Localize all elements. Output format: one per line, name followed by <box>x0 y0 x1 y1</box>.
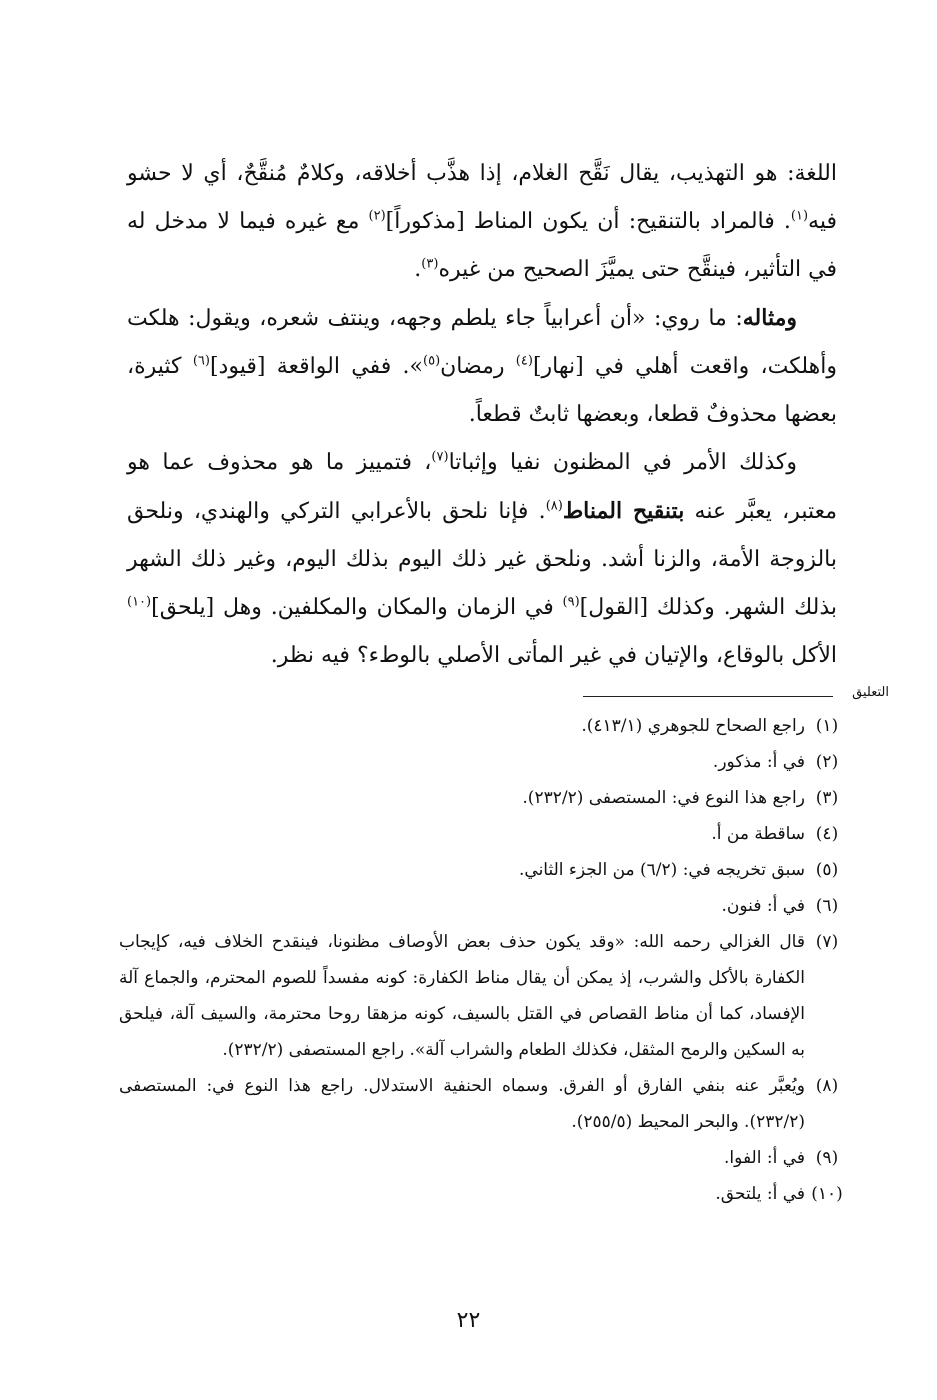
footnote-number: (٣) <box>815 788 839 808</box>
text-run: الأكل بالوقاع، والإتيان في غير المأتى الأصلي بالوطء؟ فيه نظر. <box>270 643 837 668</box>
footnote-text: راجع الصحاح للجوهري (٤١٣/١). <box>581 716 805 736</box>
main-text <box>127 150 837 680</box>
footnote-ref-4: (٤) <box>515 353 533 369</box>
example-lead: ومثاله <box>742 305 797 331</box>
text-run: مع غيره فيما لا مدخل له في التأثير، فينقَّح حتى يميَّزَ الصحيح من غيره <box>127 209 837 282</box>
footnote <box>119 744 849 780</box>
footnote-number: (٤) <box>815 824 839 844</box>
paragraph-2 <box>127 294 837 439</box>
text-run: : ما روي: «أن أعرابياً جاء يلطم وجهه، وينتف شعره، ويقول: هلكت وأهلكت، واقعت أهلي في [نهار] <box>127 306 838 379</box>
notes-heading: التعليق <box>852 685 889 700</box>
text-run: . فالمراد بالتنقيح: أن يكون المناط [مذكوراً] <box>385 209 791 234</box>
footnote-ref-2: (٢) <box>368 208 386 224</box>
footnote-number: (٢) <box>815 752 839 772</box>
paragraph-3 <box>127 439 837 680</box>
footnote-text: ويُعبَّر عنه بنفي الفارق أو الفرق. وسماه الحنفية الاستدلال. راجع هذا النوع في: المستصفى (٢٣٢/٢). والبحر المحيط (٢٥٥/٥). <box>119 1076 805 1132</box>
page-number: ٢٢ <box>456 1308 481 1333</box>
footnote <box>119 816 849 852</box>
term-tanqih-al-manat: بتنقيح المناط <box>562 498 685 524</box>
footnote-text: سبق تخريجه في: (٦/٢) من الجزء الثاني. <box>519 860 805 880</box>
footnote-number: (٦) <box>815 896 839 916</box>
text-run: كثيرة، بعضها محذوفٌ قطعا، وبعضها ثابتٌ قطعاً. <box>127 354 837 427</box>
footnote-text: في أ: فنون. <box>721 896 805 916</box>
footnote <box>119 888 849 924</box>
text-run: اللغة: هو التهذيب، يقال نَقَّح الغلام، إذا هذَّب أخلاقه، وكلامٌ مُنقَّحٌ، أي لا حشو فيه <box>127 161 837 234</box>
text-run: . فإنا نلحق بالأعرابي التركي والهندي، ونلحق بالزوجة الأمة، والزنا أشد. ونلحق غير ذلك اليوم بذلك اليوم، وغير ذلك الشهر بذلك الشهر. وكذلك [القول] <box>127 499 837 620</box>
footnote <box>119 708 849 744</box>
text-run: . <box>414 257 422 282</box>
paragraph-1 <box>127 150 837 294</box>
footnote-number: (١) <box>815 716 839 736</box>
footnotes <box>119 708 849 1212</box>
footnote <box>119 780 849 816</box>
footnote-ref-7: (٧) <box>431 449 449 465</box>
footnote-ref-10: (١٠) <box>127 594 152 610</box>
footnote-ref-9: (٩) <box>562 594 580 610</box>
text-run: وكذلك الأمر في المظنون نفيا وإثباتا <box>448 450 797 475</box>
footnote-text: في أ: مذكور. <box>712 752 805 772</box>
footnote-ref-6: (٦) <box>192 353 210 369</box>
footnote-number: (١٠) <box>811 1184 843 1204</box>
footnote-number: (٥) <box>815 860 839 880</box>
footnote <box>119 924 849 1068</box>
footnote-ref-8: (٨) <box>545 498 563 514</box>
text-run: في الزمان والمكان والمكلفين. وهل [يلحق] <box>151 595 563 620</box>
text-run: ». ففي الواقعة [قيود] <box>209 354 423 379</box>
footnote <box>119 1176 849 1212</box>
footnote-text: في أ: يلتحق. <box>715 1184 805 1204</box>
footnote-number: (٩) <box>815 1148 839 1168</box>
text-run: ، فتمييز ما هو محذوف عما هو معتبر، يعبَّر عنه <box>127 450 838 524</box>
footnote-text: ساقطة من أ. <box>711 824 805 844</box>
footnote-text: في أ: الفوا. <box>724 1148 805 1168</box>
footnote-text: راجع هذا النوع في: المستصفى (٢٣٢/٢). <box>522 788 805 808</box>
footnote-number: (٨) <box>815 1076 839 1096</box>
footnote <box>119 852 849 888</box>
notes-divider <box>583 696 833 697</box>
footnote-ref-3: (٣) <box>421 256 439 272</box>
footnote <box>119 1140 849 1176</box>
text-run: رمضان <box>440 354 516 379</box>
footnote <box>119 1068 849 1140</box>
footnote-ref-5: (٥) <box>423 353 441 369</box>
footnote-text: قال الغزالي رحمه الله: «وقد يكون حذف بعض الأوصاف مظنونا، فينقدح الخلاف فيه، كإيجاب الكفارة بالأكل والشرب، إذ يمكن أن يقال مناط الكفارة: كونه مفسداً للصوم المحترم، والجماع آلة الإفساد، كما أن مناط القصاص في القتل بالسيف، كونه مزهقا روحا محترمة، والسيف آلة، فيلحق به السكين والرمح المثقل، فكذلك الطعام والشراب آلة». راجع المستصفى (٢٣٢/٢). <box>119 932 805 1060</box>
footnote-number: (٧) <box>815 932 839 952</box>
footnote-ref-1: (١) <box>790 208 809 224</box>
